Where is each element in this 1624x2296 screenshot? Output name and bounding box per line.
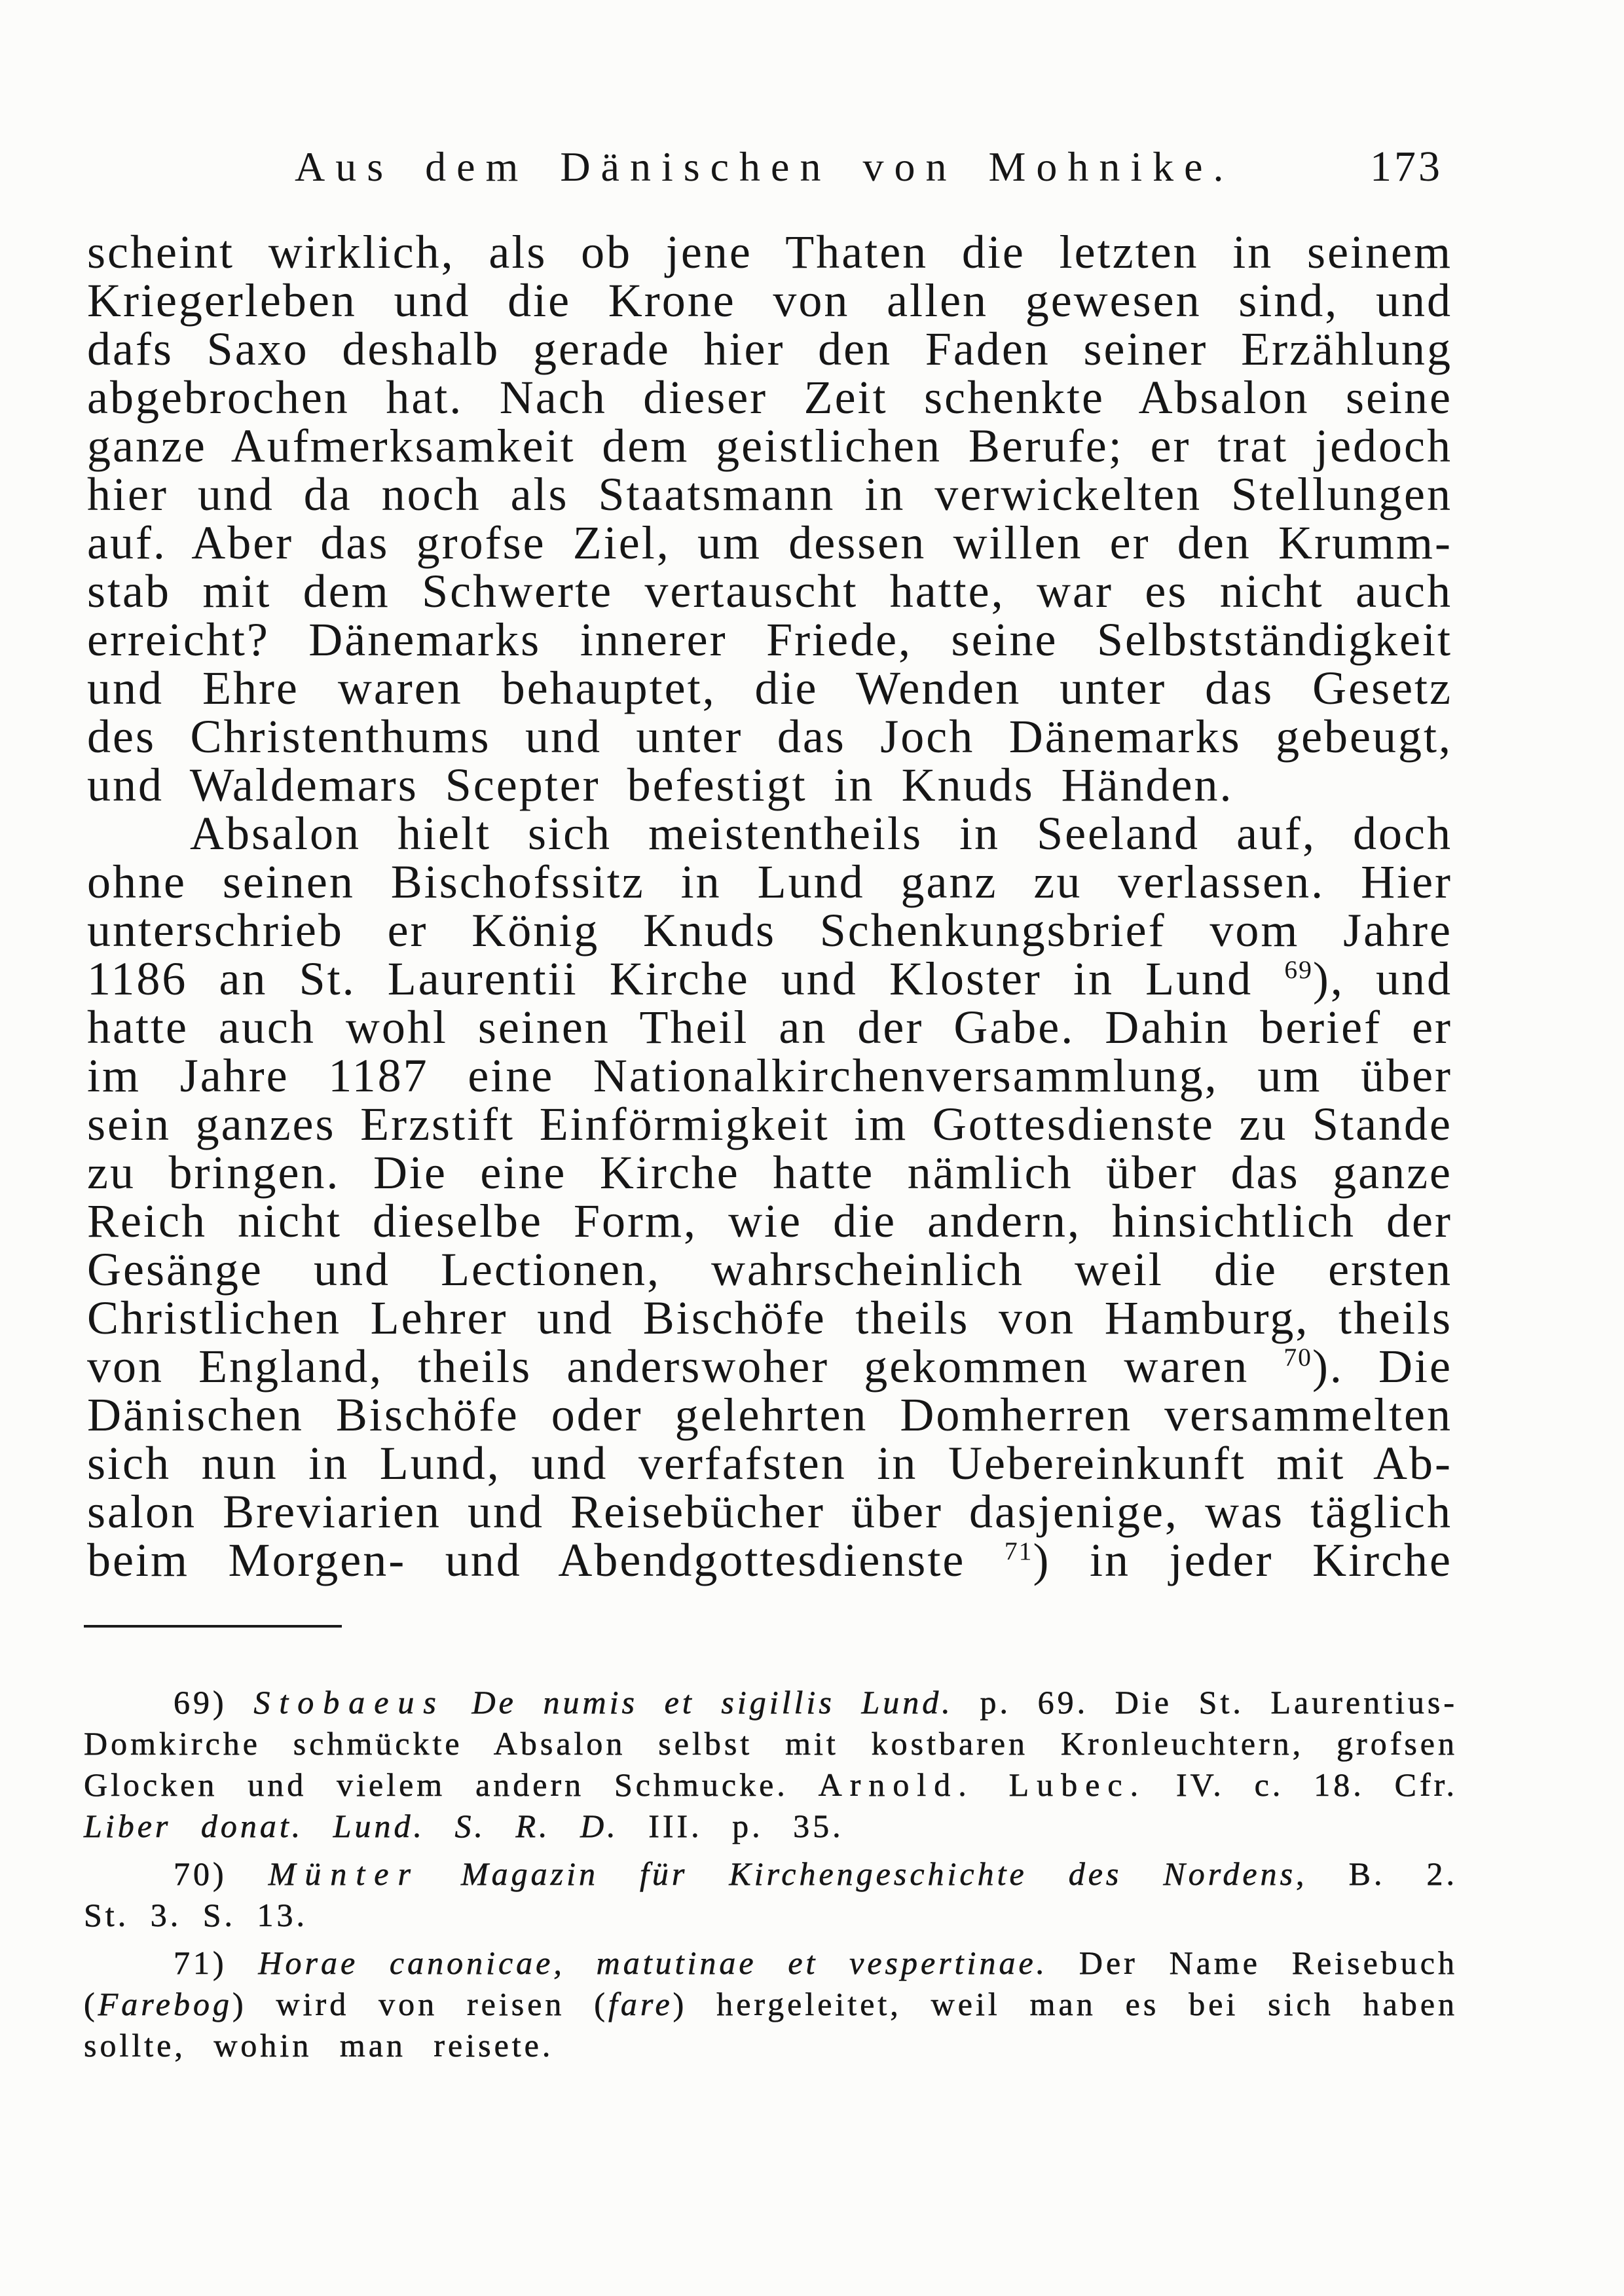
text-line bbox=[87, 1536, 1452, 1584]
text-line: im Jahre 1187 eine Nationalkirchenversammlung, um über bbox=[87, 1049, 1452, 1102]
text-line: sich nun in Lund, und verfafsten in Uebereinkunft mit Ab- bbox=[87, 1437, 1452, 1489]
text-line: Absalon hielt sich meistentheils in Seeland auf, doch bbox=[190, 807, 1452, 860]
text-segment: ) hergeleitet, weil man es bei sich haben bbox=[673, 1986, 1458, 2022]
paragraph bbox=[87, 809, 1452, 1584]
text-segment: 1186 an St. Laurentii Kirche und Kloster in Lund bbox=[87, 953, 1285, 1005]
text-line: und Ehre waren behauptet, die Wenden unter das Gesetz bbox=[87, 662, 1452, 714]
text-line: erreicht? Dänemarks innerer Friede, seine Selbstständigkeit bbox=[87, 613, 1452, 666]
footnote-number: 71) bbox=[174, 1944, 259, 1981]
text-line: zu bringen. Die eine Kirche hatte nämlich über das ganze bbox=[87, 1146, 1452, 1199]
text-line: ohne seinen Bischofssitz in Lund ganz zu verlassen. Hier bbox=[87, 856, 1452, 908]
paragraph bbox=[87, 228, 1452, 809]
text-line: abgebrochen hat. Nach dieser Zeit schenkte Absalon seine bbox=[87, 371, 1452, 424]
text-line: ganze Aufmerksamkeit dem geistlichen Berufe; er trat jedoch bbox=[87, 420, 1452, 472]
text-line: scheint wirklich, als ob jene Thaten die letzten in seinem bbox=[87, 226, 1452, 278]
footnote-line bbox=[84, 1984, 1458, 2025]
text-line: salon Breviarien und Reisebücher über dasjenige, was täglich bbox=[87, 1485, 1452, 1538]
text-segment: ). Die bbox=[1312, 1340, 1453, 1393]
footnote-reference: 69 bbox=[1284, 955, 1313, 985]
footnote-line: Domkirche schmückte Absalon selbst mit kostbaren Kronleuchtern, grofsen bbox=[84, 1725, 1458, 1762]
footnote-reference: 71 bbox=[1004, 1537, 1033, 1566]
text-segment: Glocken und vielem andern Schmucke. bbox=[84, 1766, 819, 1803]
text-segment: ( bbox=[84, 1986, 98, 2022]
page-number: 173 bbox=[1370, 143, 1443, 191]
author-name: Münter bbox=[268, 1855, 420, 1892]
danish-term: fare bbox=[608, 1986, 673, 2022]
author-name: Stobaeus bbox=[253, 1684, 445, 1721]
work-title: Magazin für Kirchengeschichte des Nordens bbox=[419, 1855, 1297, 1892]
footnote-number: 70) bbox=[174, 1855, 268, 1892]
text-line: des Christenthums und unter das Joch Dänemarks gebeugt, bbox=[87, 710, 1452, 763]
text-line: sein ganzes Erzstift Einförmigkeit im Gottesdienste zu Stande bbox=[87, 1098, 1452, 1150]
text-line: auf. Aber das grofse Ziel, um dessen willen er den Krumm- bbox=[87, 517, 1452, 569]
text-line: Christlichen Lehrer und Bischöfe theils von Hamburg, theils bbox=[87, 1292, 1452, 1344]
text-segment: ), und bbox=[1312, 953, 1453, 1005]
footnote-line bbox=[84, 1682, 1458, 1723]
footnote-line: St. 3. S. 13. bbox=[84, 1897, 308, 1933]
footnotes bbox=[84, 1682, 1458, 2066]
text-line: Reich nicht dieselbe Form, wie die andern, hinsichtlich der bbox=[87, 1195, 1452, 1247]
author-name: Arnold. Lubec. bbox=[818, 1766, 1147, 1803]
text-line bbox=[87, 1342, 1452, 1391]
text-segment: Der Name Reisebuch bbox=[1048, 1944, 1458, 1981]
footnote-line bbox=[84, 1806, 1458, 1847]
footnote-separator-rule bbox=[84, 1625, 342, 1628]
footnote bbox=[84, 1682, 1458, 1847]
work-title: De numis et sigillis Lund. bbox=[445, 1684, 953, 1721]
text-segment: III. p. 35. bbox=[618, 1808, 844, 1844]
danish-term: Farebog bbox=[98, 1986, 232, 2022]
text-line: Kriegerleben und die Krone von allen gewesen sind, und bbox=[87, 274, 1452, 327]
text-line: und Waldemars Scepter befestigt in Knuds Händen. bbox=[87, 759, 1234, 811]
text-line bbox=[87, 955, 1452, 1003]
work-title: Liber donat. Lund. S. R. D. bbox=[84, 1808, 619, 1844]
text-segment: p. 69. Die St. Laurentius- bbox=[953, 1684, 1458, 1721]
footnote-line bbox=[84, 1942, 1458, 1984]
text-segment: von England, theils anderswoher gekommen waren bbox=[87, 1340, 1284, 1393]
text-line: unterschrieb er König Knuds Schenkungsbrief vom Jahre bbox=[87, 904, 1452, 957]
text-line: hatte auch wohl seinen Theil an der Gabe. Dahin berief er bbox=[87, 1001, 1452, 1053]
footnote bbox=[84, 1942, 1458, 2066]
latin-term: Horae canonicae, matutinae et vespertinae. bbox=[258, 1944, 1048, 1981]
text-segment: beim Morgen- und Abendgottesdienste bbox=[87, 1534, 1005, 1586]
text-line: dafs Saxo deshalb gerade hier den Faden seiner Erzählung bbox=[87, 323, 1452, 375]
footnote bbox=[84, 1853, 1458, 1936]
text-segment: ) wird von reisen ( bbox=[232, 1986, 608, 2022]
footnote-number: 69) bbox=[174, 1684, 254, 1721]
text-segment: , B. 2. bbox=[1296, 1855, 1458, 1892]
body-text bbox=[87, 228, 1452, 1584]
text-segment: ) in jeder Kirche bbox=[1033, 1534, 1452, 1586]
footnote-line bbox=[84, 1853, 1458, 1895]
text-line: Gesänge und Lectionen, wahrscheinlich weil die ersten bbox=[87, 1243, 1452, 1296]
footnote-reference: 70 bbox=[1283, 1343, 1312, 1372]
text-line: stab mit dem Schwerte vertauscht hatte, war es nicht auch bbox=[87, 565, 1452, 617]
text-line: hier und da noch als Staatsmann in verwickelten Stellungen bbox=[87, 468, 1452, 520]
footnote-line: sollte, wohin man reisete. bbox=[84, 2027, 554, 2064]
text-line: Dänischen Bischöfe oder gelehrten Domherren versammelten bbox=[87, 1389, 1452, 1441]
running-title: Aus dem Dänischen von Mohnike. bbox=[295, 143, 1234, 190]
footnote-line bbox=[84, 1764, 1458, 1806]
text-segment: IV. c. 18. Cfr. bbox=[1146, 1766, 1458, 1803]
